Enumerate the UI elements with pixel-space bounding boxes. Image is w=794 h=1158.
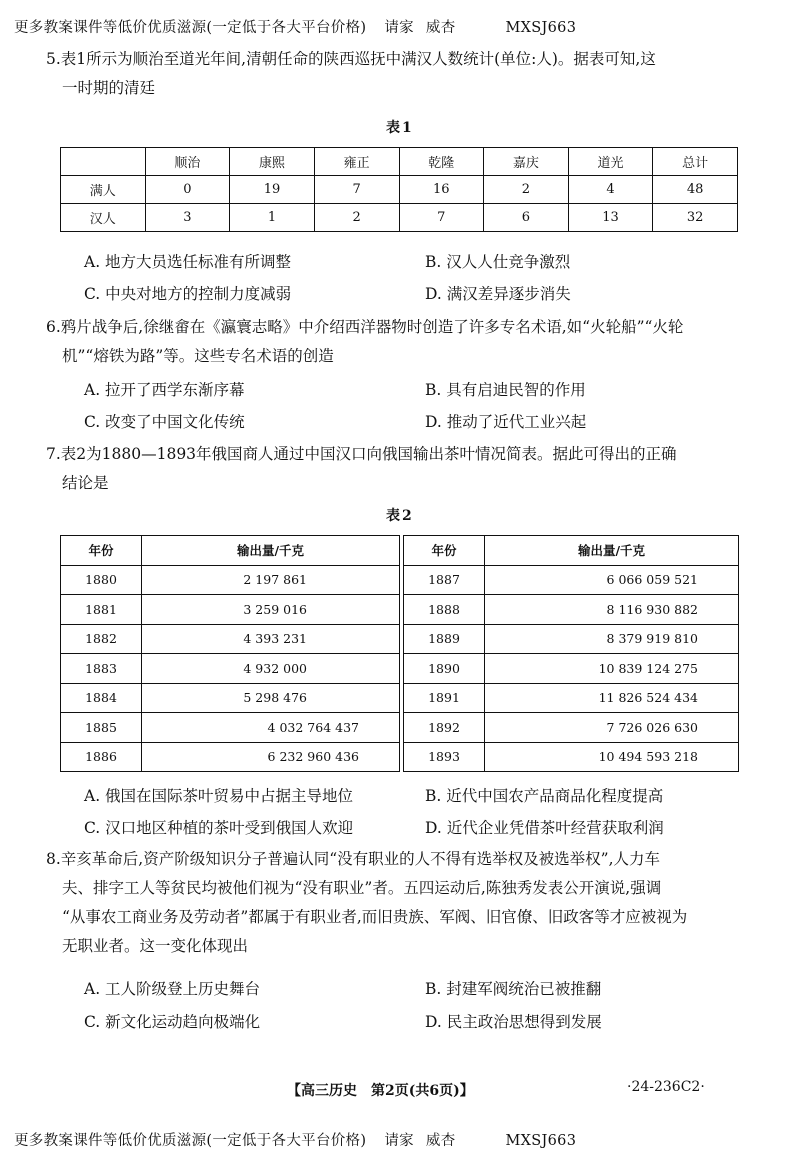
table-2-left <box>60 535 400 772</box>
t1-header: 乾隆 <box>399 148 484 176</box>
table-2-header-row <box>61 536 400 566</box>
table-row <box>61 595 400 625</box>
page-footer: 【高三历史 第2页(共6页)】 <box>287 1083 474 1099</box>
q6-option-d: D. 推动了近代工业兴起 <box>425 413 587 431</box>
q6-option-c: C. 改变了中国文化传统 <box>84 413 245 431</box>
question-5-stem <box>46 45 756 103</box>
question-8-stem <box>46 845 756 961</box>
t1-cell: 1 <box>230 204 315 232</box>
t2-volume: 3 259 016 <box>142 595 400 625</box>
t2-header-year: 年份 <box>61 536 142 566</box>
t2-volume: 8 116 930 882 <box>485 595 739 625</box>
table-row <box>404 654 739 684</box>
t1-cell: 6 <box>484 204 569 232</box>
table-row <box>61 683 400 713</box>
banner-code: MXSJ663 <box>505 20 577 36</box>
banner-contact: 请家 <box>384 20 414 36</box>
t1-cell: 满人 <box>61 176 146 204</box>
table-row <box>61 742 400 772</box>
table-row <box>404 595 739 625</box>
t2-header-year: 年份 <box>404 536 485 566</box>
t1-cell: 13 <box>568 204 653 232</box>
q5-option-b: B. 汉人人仕竞争激烈 <box>425 253 571 271</box>
t2-year: 1886 <box>61 742 142 772</box>
q8-line1: 8.辛亥革命后,资产阶级知识分子普遍认同“没有职业的人不得有选举权及被选举权”,人力车 <box>46 850 660 868</box>
q8-line4: 无职业者。这一变化体现出 <box>62 937 249 955</box>
t2-volume: 10 839 124 275 <box>485 654 739 684</box>
t2-volume: 6 066 059 521 <box>485 565 739 595</box>
t1-cell: 7 <box>314 176 399 204</box>
table-row <box>61 713 400 743</box>
t1-cell: 2 <box>314 204 399 232</box>
q7-option-c: C. 汉口地区种植的茶叶受到俄国人欢迎 <box>84 819 354 837</box>
t2-year: 1885 <box>61 713 142 743</box>
t2-volume: 6 232 960 436 <box>142 742 400 772</box>
t2-volume: 11 826 524 434 <box>485 683 739 713</box>
banner-text: 更多教案课件等低价优质滋源(一定低于各大平台价格) <box>14 20 367 36</box>
t1-header: 嘉庆 <box>484 148 569 176</box>
bottom-banner <box>14 1129 576 1150</box>
t2-volume: 4 032 764 437 <box>142 713 400 743</box>
t2-header-volume: 输出量/千克 <box>485 536 739 566</box>
t2-year: 1888 <box>404 595 485 625</box>
t1-header: 顺治 <box>145 148 230 176</box>
q5-line1: 5.表1所示为顺治至道光年间,清朝任命的陕西巡抚中满汉人数统计(单位:人)。据表可知,这 <box>46 50 656 68</box>
q6-option-b: B. 具有启迪民智的作用 <box>425 381 586 399</box>
t2-volume: 4 393 231 <box>142 624 400 654</box>
banner-contact: 请家 <box>384 1133 414 1149</box>
q7-option-a: A. 俄国在国际茶叶贸易中占据主导地位 <box>84 787 354 805</box>
t1-cell: 2 <box>484 176 569 204</box>
t2-volume: 5 298 476 <box>142 683 400 713</box>
table-row <box>404 565 739 595</box>
t2-year: 1884 <box>61 683 142 713</box>
t2-year: 1891 <box>404 683 485 713</box>
t1-cell: 48 <box>653 176 738 204</box>
table-row <box>404 742 739 772</box>
table-2-caption: 表2 <box>386 508 414 524</box>
table-1 <box>60 147 738 232</box>
t2-volume: 4 932 000 <box>142 654 400 684</box>
table-row <box>404 624 739 654</box>
t2-year: 1880 <box>61 565 142 595</box>
q7-option-b: B. 近代中国农产品商品化程度提高 <box>425 787 664 805</box>
banner-text: 更多教案课件等低价优质滋源(一定低于各大平台价格) <box>14 1133 367 1149</box>
banner-name: 威杏 <box>425 1133 456 1149</box>
q8-option-d: D. 民主政治思想得到发展 <box>425 1013 602 1031</box>
t1-header: 总计 <box>653 148 738 176</box>
t2-year: 1887 <box>404 565 485 595</box>
q7-line2: 结论是 <box>62 474 109 492</box>
table-row <box>404 713 739 743</box>
question-6-stem <box>46 313 756 371</box>
q5-line2: 一时期的清廷 <box>62 79 156 97</box>
q5-option-a: A. 地方大员选任标准有所调整 <box>84 253 292 271</box>
table-row <box>61 565 400 595</box>
t1-header: 康熙 <box>230 148 315 176</box>
q8-line2: 夫、排字工人等贫民均被他们视为“没有职业”者。五四运动后,陈独秀发表公开演说,强调 <box>62 879 662 897</box>
q6-line1: 6.鸦片战争后,徐继畲在《瀛寰志略》中介绍西洋器物时创造了许多专名术语,如“火轮船”“火轮 <box>46 318 684 336</box>
t2-volume: 2 197 861 <box>142 565 400 595</box>
t2-year: 1883 <box>61 654 142 684</box>
q7-option-d: D. 近代企业凭借茶叶经营获取利润 <box>425 819 664 837</box>
t2-year: 1881 <box>61 595 142 625</box>
banner-name: 威杏 <box>425 20 456 36</box>
table-row <box>61 176 738 204</box>
t2-year: 1892 <box>404 713 485 743</box>
top-banner <box>14 16 576 37</box>
table-2-header-row <box>404 536 739 566</box>
t1-cell: 汉人 <box>61 204 146 232</box>
t1-cell: 3 <box>145 204 230 232</box>
t2-volume: 8 379 919 810 <box>485 624 739 654</box>
q8-option-b: B. 封建军阀统治已被推翻 <box>425 980 602 998</box>
table-row <box>404 683 739 713</box>
t2-year: 1893 <box>404 742 485 772</box>
q8-line3: “从事农工商业务及劳动者”都属于有职业者,而旧贵族、军阀、旧官僚、旧政客等才应被视为 <box>62 908 688 926</box>
question-7-stem <box>46 440 756 498</box>
q8-option-a: A. 工人阶级登上历史舞台 <box>84 980 261 998</box>
q7-line1: 7.表2为1880—1893年俄国商人通过中国汉口向俄国输出茶叶情况简表。据此可得出的正确 <box>46 445 677 463</box>
t1-cell: 32 <box>653 204 738 232</box>
t2-header-volume: 输出量/千克 <box>142 536 400 566</box>
t1-header <box>61 148 146 176</box>
t1-cell: 4 <box>568 176 653 204</box>
banner-code: MXSJ663 <box>505 1133 577 1149</box>
q6-line2: 机”“熔铁为路”等。这些专名术语的创造 <box>62 347 334 365</box>
q6-option-a: A. 拉开了西学东渐序幕 <box>84 381 245 399</box>
t1-cell: 0 <box>145 176 230 204</box>
t1-cell: 7 <box>399 204 484 232</box>
table-row <box>61 624 400 654</box>
q5-option-d: D. 满汉差异逐步消失 <box>425 285 571 303</box>
t2-volume: 10 494 593 218 <box>485 742 739 772</box>
table-1-header-row <box>61 148 738 176</box>
t2-volume: 7 726 026 630 <box>485 713 739 743</box>
q5-option-c: C. 中央对地方的控制力度减弱 <box>84 285 292 303</box>
t1-cell: 19 <box>230 176 315 204</box>
t1-cell: 16 <box>399 176 484 204</box>
table-2-right <box>403 535 739 772</box>
table-row <box>61 204 738 232</box>
exam-code: ·24-236C2· <box>627 1079 705 1095</box>
t2-year: 1882 <box>61 624 142 654</box>
table-1-caption: 表1 <box>386 120 414 136</box>
table-row <box>61 654 400 684</box>
q8-option-c: C. 新文化运动趋向极端化 <box>84 1013 261 1031</box>
t1-header: 道光 <box>568 148 653 176</box>
t1-header: 雍正 <box>314 148 399 176</box>
t2-year: 1890 <box>404 654 485 684</box>
t2-year: 1889 <box>404 624 485 654</box>
